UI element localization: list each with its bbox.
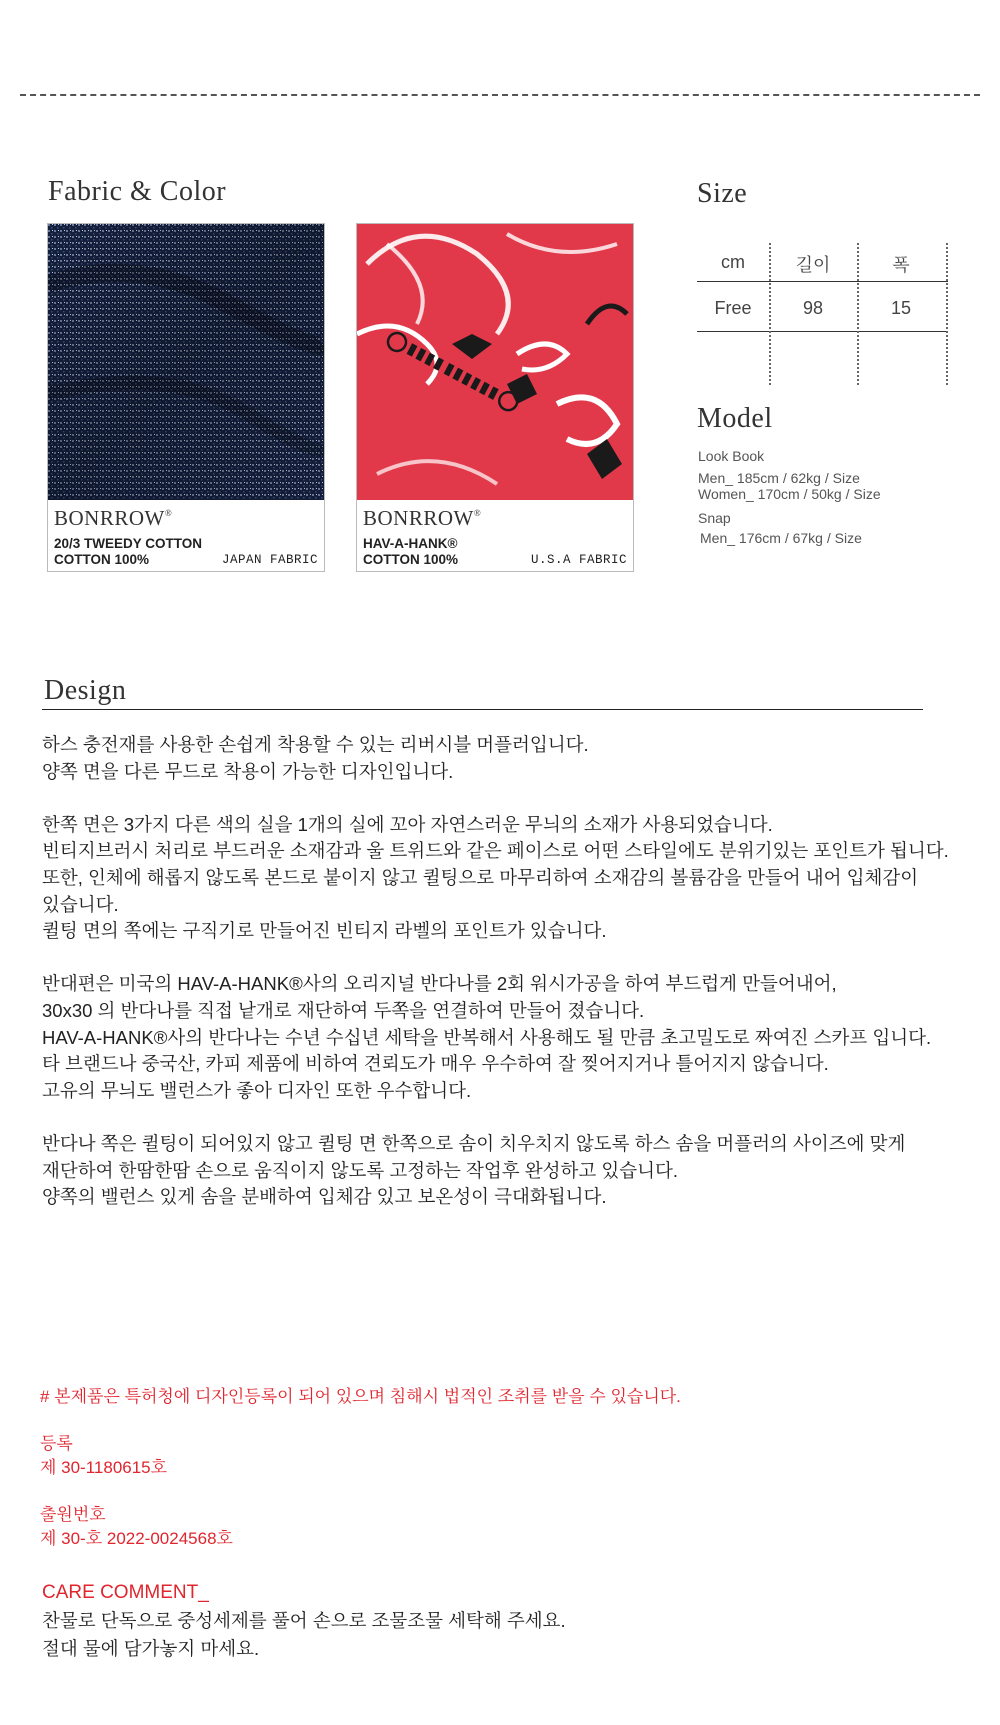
snap-line-men: Men_ 176cm / 67kg / Size [700,530,862,546]
lookbook-line-men: Men_ 185cm / 62kg / Size [698,470,860,486]
model-info [698,448,958,546]
size-header-length: 길이 [795,255,831,275]
care-instructions [42,1607,982,1663]
size-title: Size [697,178,748,209]
design-line: 30x30 의 반다나를 직접 낱개로 재단하여 두쪽을 연결하여 만들어 졌습니다. [42,999,645,1021]
table-divider [857,243,859,385]
table-rule [697,331,948,332]
size-row-label: Free [714,298,752,318]
design-description [42,732,992,1237]
design-line: 양쪽의 밸런스 있게 솜을 분배하여 입체감 있고 보온성이 극대화됩니다. [42,1186,607,1208]
registration-label: 등록 [40,1434,73,1453]
model-title: Model [697,403,773,434]
swatch-composition: COTTON 100% [363,552,459,567]
design-line: 재단하여 한땀한땀 손으로 움직이지 않도록 고정하는 작업후 완성하고 있습니다. [42,1159,679,1181]
application-label: 출원번호 [40,1505,106,1524]
tweedy-fabric-image [48,224,324,500]
design-line: 타 브랜드나 중국산, 카피 제품에 비하여 견뢰도가 매우 우수하여 잘 찢어지거나 틀어지지 않습니다. [42,1053,829,1075]
fabric-color-title: Fabric & Color [48,176,227,207]
size-row-length: 98 [802,298,824,318]
design-line: 있습니다. [42,893,119,915]
lookbook-label: Look Book [698,448,765,464]
design-line: HAV-A-HANK®사의 반다나는 수년 수십년 세탁을 반복해서 사용해도 될 만큼 초고밀도로 짜여진 스카프 입니다. [42,1026,932,1048]
swatch-fabric-name: HAV-A-HANK® [363,536,458,551]
swatch-origin: JAPAN FABRIC [221,553,318,567]
design-paragraph [42,732,992,785]
snap-label: Snap [698,510,731,526]
design-registration-notice: # 본제품은 특허청에 디자인등록이 되어 있으며 침해시 법적인 조취를 받을 수 있습니다. [40,1387,681,1406]
design-line: 고유의 무늬도 밸런스가 좋아 디자인 또한 우수합니다. [42,1079,472,1101]
size-table [697,243,948,385]
lookbook-line-women: Women_ 170cm / 50kg / Size [698,486,881,502]
size-row-width: 15 [890,298,912,318]
swatch-brand: BONRROW® [54,506,173,530]
swatch-fabric-name: 20/3 TWEEDY COTTON [54,536,203,551]
swatch-brand: BONRROW® [363,506,482,530]
design-paragraph [42,812,992,945]
design-line: 퀼팅 면의 쪽에는 구직기로 만들어진 빈티지 라벨의 포인트가 있습니다. [42,920,607,942]
registration-number: 제 30-1180615호 [40,1458,168,1477]
design-rule [42,709,923,710]
swatch-composition: COTTON 100% [54,552,150,567]
design-paragraph [42,1131,992,1211]
design-title: Design [44,675,127,706]
swatch-hav-a-hank [356,223,634,572]
swatch-origin: U.S.A FABRIC [530,553,627,567]
swatch-tweedy-cotton [47,223,325,572]
design-paragraph [42,971,992,1104]
table-rule [697,281,948,282]
care-title: CARE COMMENT_ [42,1582,209,1603]
table-divider [946,243,948,385]
design-line: 반다나 쪽은 퀼팅이 되어있지 않고 퀼팅 면 한쪽으로 솜이 치우치지 않도록 하스 솜을 머플러의 사이즈에 맞게 [42,1132,906,1154]
size-header-unit: cm [721,252,745,272]
care-line: 찬물로 단독으로 중성세제를 풀어 손으로 조물조물 세탁해 주세요. [42,1610,566,1631]
design-line: 빈티지브러시 처리로 부드러운 소재감과 울 트위드와 같은 페이스로 어떤 스타일에도 분위기있는 포인트가 됩니다. [42,840,949,862]
care-line: 절대 물에 담가놓지 마세요. [42,1638,260,1659]
design-line: 하스 충전재를 사용한 손쉽게 착용할 수 있는 리버시블 머플러입니다. [42,734,589,755]
design-line: 반대편은 미국의 HAV-A-HANK®사의 오리지널 반다나를 2회 워시가공을 하여 부드럽게 만들어내어, [42,973,837,995]
design-line: 또한, 인체에 해롭지 않도록 본드로 붙이지 않고 퀼팅으로 마무리하여 소재감의 볼륨감을 만들어 내어 입체감이 [42,866,919,888]
design-line: 양쪽 면을 다른 무드로 착용이 가능한 디자인입니다. [42,760,454,782]
size-header-width: 폭 [892,255,910,275]
dashed-divider [20,94,980,96]
application-number: 제 30-호 2022-0024568호 [40,1529,233,1548]
design-line: 한쪽 면은 3가지 다른 색의 실을 1개의 실에 꼬아 자연스러운 무늬의 소재가 사용되었습니다. [42,813,773,835]
bandana-fabric-image [357,224,633,500]
